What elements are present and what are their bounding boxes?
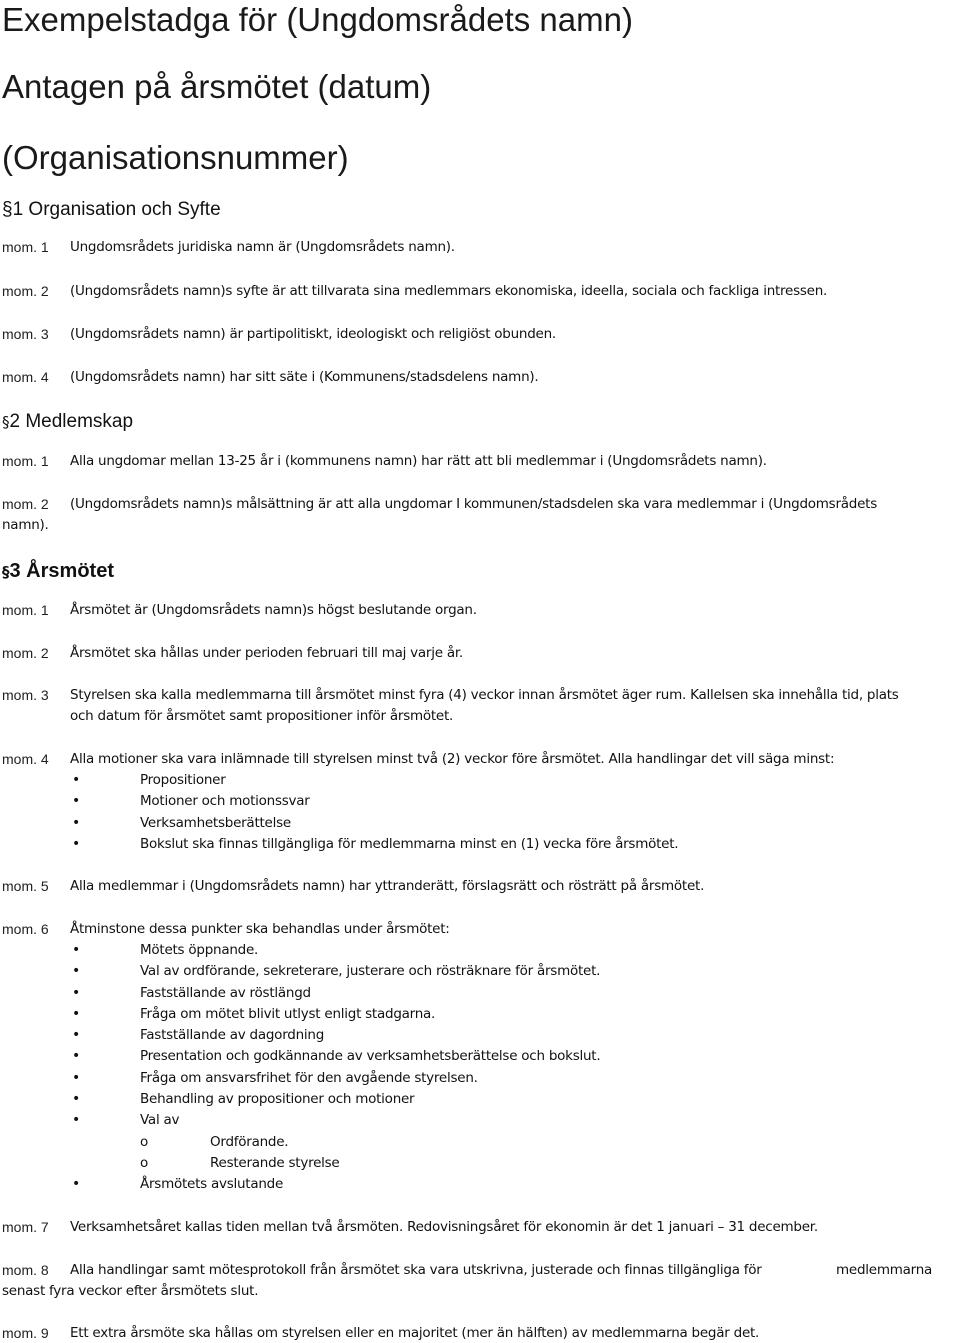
- s3-mom2-text: Årsmötet ska hållas under perioden februari till maj varje år.: [70, 645, 463, 661]
- bullet-marker: •: [72, 1027, 81, 1043]
- sub-list-item: Ordförande.: [210, 1134, 289, 1150]
- sub-bullet-marker: o: [140, 1155, 149, 1171]
- s3-mom1-text: Årsmötet är (Ungdomsrådets namn)s högst beslutande organ.: [70, 602, 477, 618]
- s1-mom2-text: (Ungdomsrådets namn)s syfte är att tillvarata sina medlemmars ekonomiska, ideella, sociala och fackliga intressen.: [70, 283, 828, 299]
- bullet-marker: •: [72, 1006, 81, 1022]
- s1-mom2-label: mom. 2: [2, 283, 49, 299]
- list-item: Fråga om ansvarsfrihet för den avgående styrelsen.: [140, 1070, 478, 1086]
- s1-mom4-label: mom. 4: [2, 369, 49, 385]
- s3-mom8-continuation: senast fyra veckor efter årsmötets slut.: [2, 1283, 259, 1299]
- bullet-marker: •: [72, 942, 81, 958]
- section-sign: §: [2, 413, 10, 431]
- s3-mom3-label: mom. 3: [2, 687, 49, 703]
- s3-mom7-text: Verksamhetsåret kallas tiden mellan två årsmöten. Redovisningsåret för ekonomin är det 1 januari – 31 december.: [70, 1219, 818, 1235]
- bullet-marker: •: [72, 1070, 81, 1086]
- s3-mom4-label: mom. 4: [2, 751, 49, 767]
- list-item: Bokslut ska finnas tillgängliga för medlemmarna minst en (1) vecka före årsmötet.: [140, 836, 679, 852]
- list-item: Val av ordförande, sekreterare, justerare och rösträknare för årsmötet.: [140, 963, 601, 979]
- bullet-marker: •: [72, 985, 81, 1001]
- s3-mom3-text: Styrelsen ska kalla medlemmarna till årsmötet minst fyra (4) veckor innan årsmötet äger rum. Kallelsen ska innehålla tid, plats: [70, 687, 899, 703]
- bullet-marker: •: [72, 1048, 81, 1064]
- s2-mom1-text: Alla ungdomar mellan 13-25 år i (kommunens namn) har rätt att bli medlemmar i (Ungdomsrådets namn).: [70, 453, 767, 469]
- s1-mom4-text: (Ungdomsrådets namn) har sitt säte i (Kommunens/stadsdelens namn).: [70, 369, 539, 385]
- s3-mom3-continuation: och datum för årsmötet samt propositioner inför årsmötet.: [70, 708, 454, 724]
- sub-bullet-marker: o: [140, 1134, 149, 1150]
- bullet-marker: •: [72, 793, 81, 809]
- bullet-marker: •: [72, 1176, 81, 1192]
- list-item: Fråga om mötet blivit utlyst enligt stadgarna.: [140, 1006, 436, 1022]
- s3-mom7-label: mom. 7: [2, 1219, 49, 1235]
- section-2-title: 2 Medlemskap: [9, 411, 134, 432]
- s1-mom3-label: mom. 3: [2, 326, 49, 342]
- list-item: Fastställande av dagordning: [140, 1027, 325, 1043]
- list-item: Presentation och godkännande av verksamhetsberättelse och bokslut.: [140, 1048, 601, 1064]
- s2-mom2-text: (Ungdomsrådets namn)s målsättning är att alla ungdomar I kommunen/stadsdelen ska vara medlemmar i (Ungdomsrådets: [70, 496, 877, 512]
- bullet-marker: •: [72, 1091, 81, 1107]
- s1-mom3-text: (Ungdomsrådets namn) är partipolitiskt, ideologiskt och religiöst obunden.: [70, 326, 556, 342]
- s3-mom8-text-end: medlemmarna: [836, 1262, 933, 1278]
- section-3-title: 3 Årsmötet: [9, 560, 114, 582]
- list-item: Fastställande av röstlängd: [140, 985, 311, 1001]
- list-item: Verksamhetsberättelse: [140, 815, 291, 831]
- bullet-marker: •: [72, 1112, 81, 1128]
- list-item: Mötets öppnande.: [140, 942, 259, 958]
- s3-mom5-label: mom. 5: [2, 878, 49, 894]
- s3-mom1-label: mom. 1: [2, 602, 49, 618]
- s3-mom4-text: Alla motioner ska vara inlämnade till styrelsen minst två (2) veckor före årsmötet. Alla handlingar det vill säga minst:: [70, 751, 835, 767]
- adoption-line: Antagen på årsmötet (datum): [2, 68, 432, 105]
- s3-mom2-label: mom. 2: [2, 645, 49, 661]
- section-2-heading: [2, 410, 133, 434]
- s3-mom5-text: Alla medlemmar i (Ungdomsrådets namn) har yttranderätt, förslagsrätt och rösträtt på årsmötet.: [70, 878, 705, 894]
- document-title: Exempelstadga för (Ungdomsrådets namn): [2, 1, 633, 38]
- bullet-marker: •: [72, 815, 81, 831]
- s3-mom9-text: Ett extra årsmöte ska hållas om styrelsen eller en majoritet (mer än hälften) av medlemmarna begär det.: [70, 1325, 760, 1341]
- s3-mom9-label: mom. 9: [2, 1325, 49, 1341]
- list-item: Motioner och motionssvar: [140, 793, 310, 809]
- section-sign: §: [2, 563, 10, 581]
- list-item: Propositioner: [140, 772, 226, 788]
- section-1-heading: §1 Organisation och Syfte: [2, 199, 221, 220]
- sub-list-item: Resterande styrelse: [210, 1155, 340, 1171]
- s2-mom2-continuation: namn).: [2, 517, 49, 533]
- s3-mom6-text: Åtminstone dessa punkter ska behandlas under årsmötet:: [70, 921, 450, 937]
- bullet-marker: •: [72, 963, 81, 979]
- s3-mom6-label: mom. 6: [2, 921, 49, 937]
- org-number-line: (Organisationsnummer): [2, 139, 349, 176]
- list-item: Val av: [140, 1112, 180, 1128]
- list-item: Årsmötets avslutande: [140, 1176, 284, 1192]
- section-3-heading: [2, 559, 114, 584]
- s1-mom1-text: Ungdomsrådets juridiska namn är (Ungdomsrådets namn).: [70, 239, 455, 255]
- bullet-marker: •: [72, 772, 81, 788]
- s2-mom2-label: mom. 2: [2, 496, 49, 512]
- list-item: Behandling av propositioner och motioner: [140, 1091, 415, 1107]
- s3-mom8-text: Alla handlingar samt mötesprotokoll från årsmötet ska vara utskrivna, justerade och finnas tillgängliga för: [70, 1262, 762, 1278]
- s2-mom1-label: mom. 1: [2, 453, 49, 469]
- s1-mom1-label: mom. 1: [2, 239, 49, 255]
- bullet-marker: •: [72, 836, 81, 852]
- s3-mom8-label: mom. 8: [2, 1262, 49, 1278]
